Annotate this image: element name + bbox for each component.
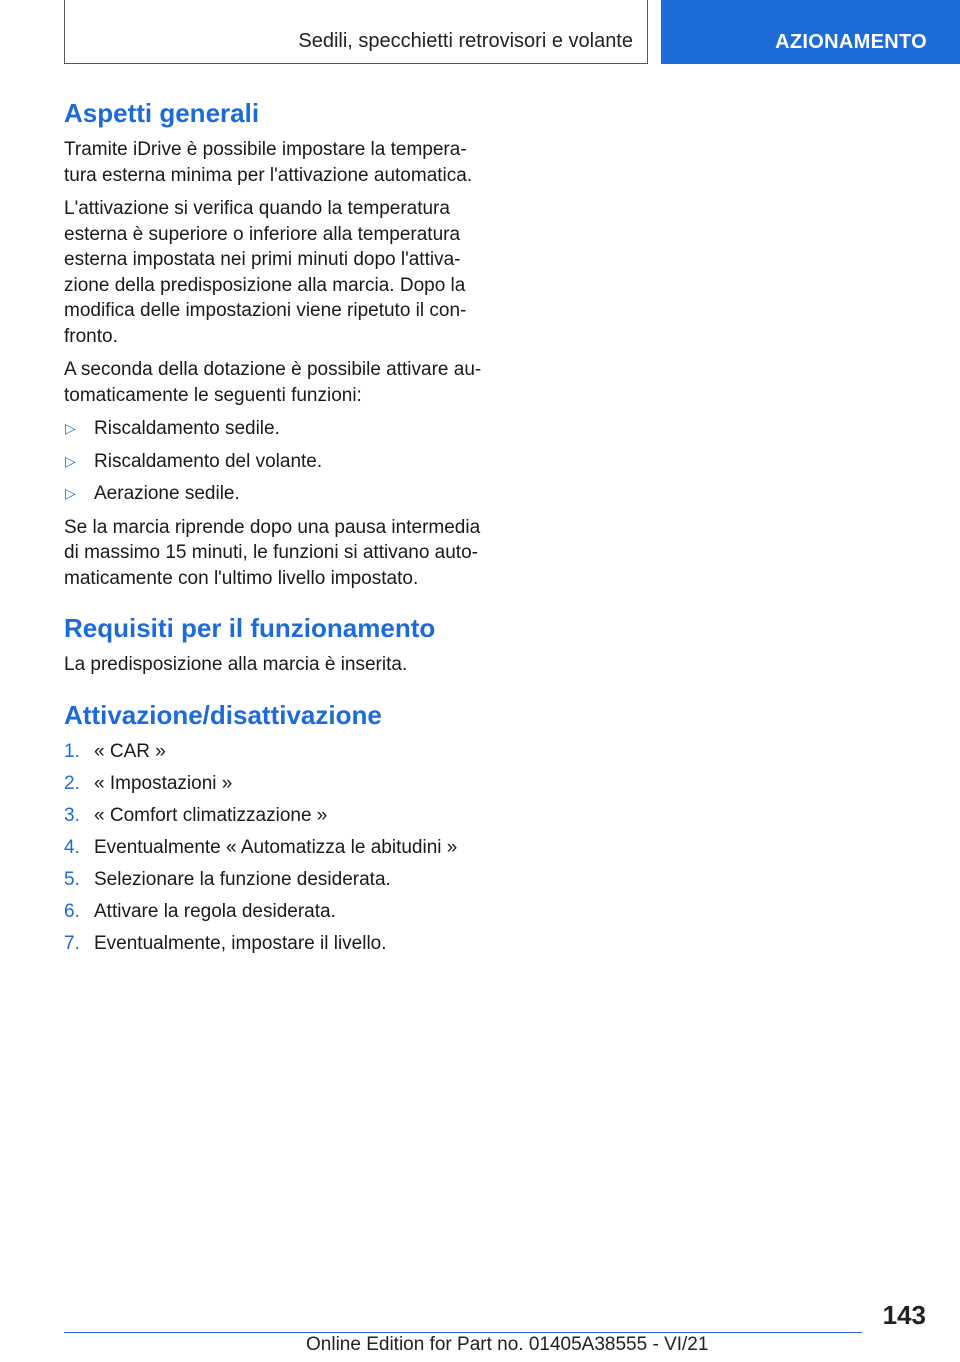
step-text: Selezionare la funzione desiderata. <box>94 869 391 891</box>
footer-divider <box>64 1332 862 1333</box>
step-number: 5. <box>64 869 80 891</box>
header-chapter-label: AZIONAMENTO <box>775 31 927 53</box>
triangle-bullet-icon: ▷ <box>65 452 76 469</box>
step-number: 2. <box>64 773 80 795</box>
paragraph: Tramite iDrive è possibile impostare la tempera-tura esterna minima per l'attivazione automatica. <box>64 139 473 186</box>
step-item <box>64 771 484 797</box>
step-item <box>64 867 484 893</box>
heading-aspetti-generali: Aspetti generali <box>64 98 260 128</box>
list-item-text: Aerazione sedile. <box>94 483 240 505</box>
list-item <box>64 481 484 507</box>
step-item <box>64 899 484 925</box>
step-item <box>64 835 484 861</box>
step-item <box>64 803 484 829</box>
header-chapter-tab <box>661 0 960 64</box>
step-text: « CAR » <box>94 741 166 763</box>
paragraph: Se la marcia riprende dopo una pausa intermedia di massimo 15 minuti, le funzioni si attivano auto-maticamente con l'ultimo livello impostato. <box>64 516 481 589</box>
step-number: 3. <box>64 805 80 827</box>
list-item <box>64 449 484 475</box>
step-text: Eventualmente, impostare il livello. <box>94 933 387 955</box>
step-text: « Comfort climatizzazione » <box>94 805 328 827</box>
page-content <box>64 98 484 963</box>
list-item <box>64 416 484 442</box>
step-text: Attivare la regola desiderata. <box>94 901 336 923</box>
step-item <box>64 931 484 957</box>
step-item <box>64 739 484 765</box>
step-number: 7. <box>64 933 80 955</box>
heading-requisiti: Requisiti per il funzionamento <box>64 613 436 644</box>
paragraph: La predisposizione alla marcia è inserita. <box>64 654 408 676</box>
header-section-title: Sedili, specchietti retrovisori e volante <box>298 30 633 52</box>
list-item-text: Riscaldamento sedile. <box>94 418 280 440</box>
step-number: 6. <box>64 901 80 923</box>
steps-list <box>64 739 484 957</box>
function-list <box>64 416 484 507</box>
step-number: 4. <box>64 837 80 859</box>
paragraph: L'attivazione si verifica quando la temperatura esterna è superiore o inferiore alla temperatura esterna impostata nei primi minuti dopo l'attiva-zione della predisposizione alla marcia. Dopo la modifica delle impostazioni viene ripetuto il con-fronto. <box>64 198 467 347</box>
page-number: 143 <box>882 1300 926 1330</box>
step-text: « Impostazioni » <box>94 773 233 795</box>
step-text: Eventualmente « Automatizza le abitudini » <box>94 837 458 859</box>
heading-attivazione: Attivazione/disattivazione <box>64 699 382 730</box>
paragraph: A seconda della dotazione è possibile attivare au-tomaticamente le seguenti funzioni: <box>64 359 482 406</box>
footer-edition-text: Online Edition for Part no. 01405A38555 - VI/21 <box>306 1334 709 1355</box>
triangle-bullet-icon: ▷ <box>65 485 76 502</box>
triangle-bullet-icon: ▷ <box>65 420 76 437</box>
header-section-box <box>64 0 648 64</box>
list-item-text: Riscaldamento del volante. <box>94 450 323 472</box>
step-number: 1. <box>64 741 80 763</box>
